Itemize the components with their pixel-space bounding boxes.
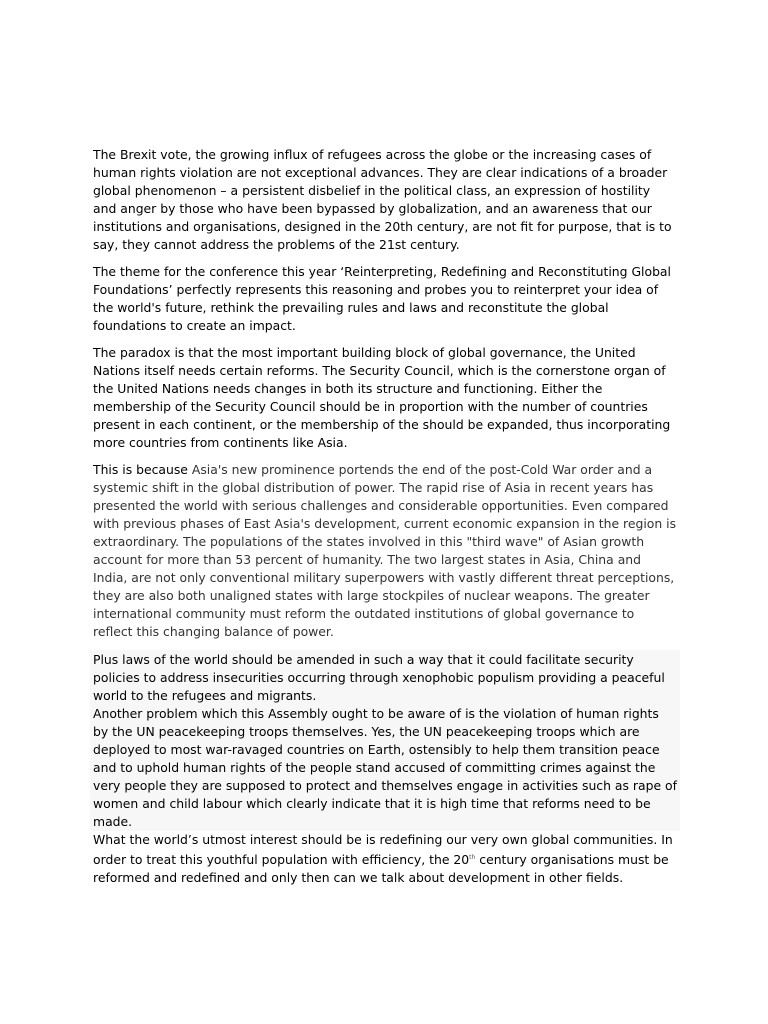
paragraph-asia-prominence: [93, 461, 677, 641]
paragraph-communities-b: century organisations must be reformed and redefined and only then can we talk about development in other fields.: [93, 852, 669, 885]
paragraph-global-communities: [93, 831, 677, 887]
paragraph-un-reform: The paradox is that the most important building block of global governance, the United Nations itself needs certain reforms. The Security Council, which is the cornerstone organ of the United Nations needs changes in both its structure and functioning. Either the membership of the Security Council should be in proportion with the number of countries present in each continent, or the membership of the should be expanded, thus incorporating more countries from continents like Asia.: [93, 345, 671, 450]
paragraph-communities-a: What the world’s utmost interest should be is redefining our very own global communities. In order to treat this youthful population with efficiency, the 20: [93, 832, 673, 867]
paragraph-brexit: The Brexit vote, the growing influx of refugees across the globe or the increasing cases of human rights violation are not exceptional advances. They are clear indications of a broader global phenomenon – a persistent disbelief in the political class, an expression of hostility and anger by those who have been bypassed by globalization, and an awareness that our institutions and organisations, designed in the 20th century, are not fit for purpose, that is to say, they cannot address the problems of the 21st century.: [93, 147, 672, 252]
paragraph-conference-theme: The theme for the conference this year ‘Reinterpreting, Redefining and Reconstituting Global Foundations’ perfectly represents this reasoning and probes you to reinterpret your idea of the world's future, rethink the prevailing rules and laws and reconstitute the global foundations to create an impact.: [93, 264, 671, 333]
paragraph-asia-body: Asia's new prominence portends the end of the post-Cold War order and a systemic shift in the global distribution of power. The rapid rise of Asia in recent years has presented the world with serious challenges and considerable opportunities. Even compared with previous phases of East Asia's development, current economic expansion in the region is extraordinary. The populations of the states involved in this "third wave" of Asian growth account for more than 53 percent of humanity. The two largest states in Asia, China and India, are not only conventional military superpowers with vastly different threat perceptions, they are also both unaligned states with large stockpiles of nuclear weapons. The greater international community must reform the outdated institutions of global governance to reflect this changing balance of power.: [93, 462, 677, 639]
paragraph-peacekeeping: Another problem which this Assembly ought to be aware of is the violation of human rights by the UN peacekeeping troops themselves. Yes, the UN peacekeeping troops which are deployed to most war-ravaged countries on Earth, ostensibly to help them transition peace and to uphold human rights of the people stand accused of committing crimes against the very people they are supposed to protect and themselves engage in activities such as rape of women and child labour which clearly indicate that it is high time that reforms need to be made.: [93, 706, 677, 829]
shaded-section: [90, 650, 680, 831]
paragraph-asia-lead: This is because: [93, 462, 192, 477]
superscript-th: th: [469, 854, 476, 861]
document-page: [93, 146, 677, 896]
paragraph-laws-amendment: Plus laws of the world should be amended in such a way that it could facilitate security policies to address insecurities occurring through xenophobic populism providing a peaceful world to the refugees and migrants.: [93, 652, 665, 703]
